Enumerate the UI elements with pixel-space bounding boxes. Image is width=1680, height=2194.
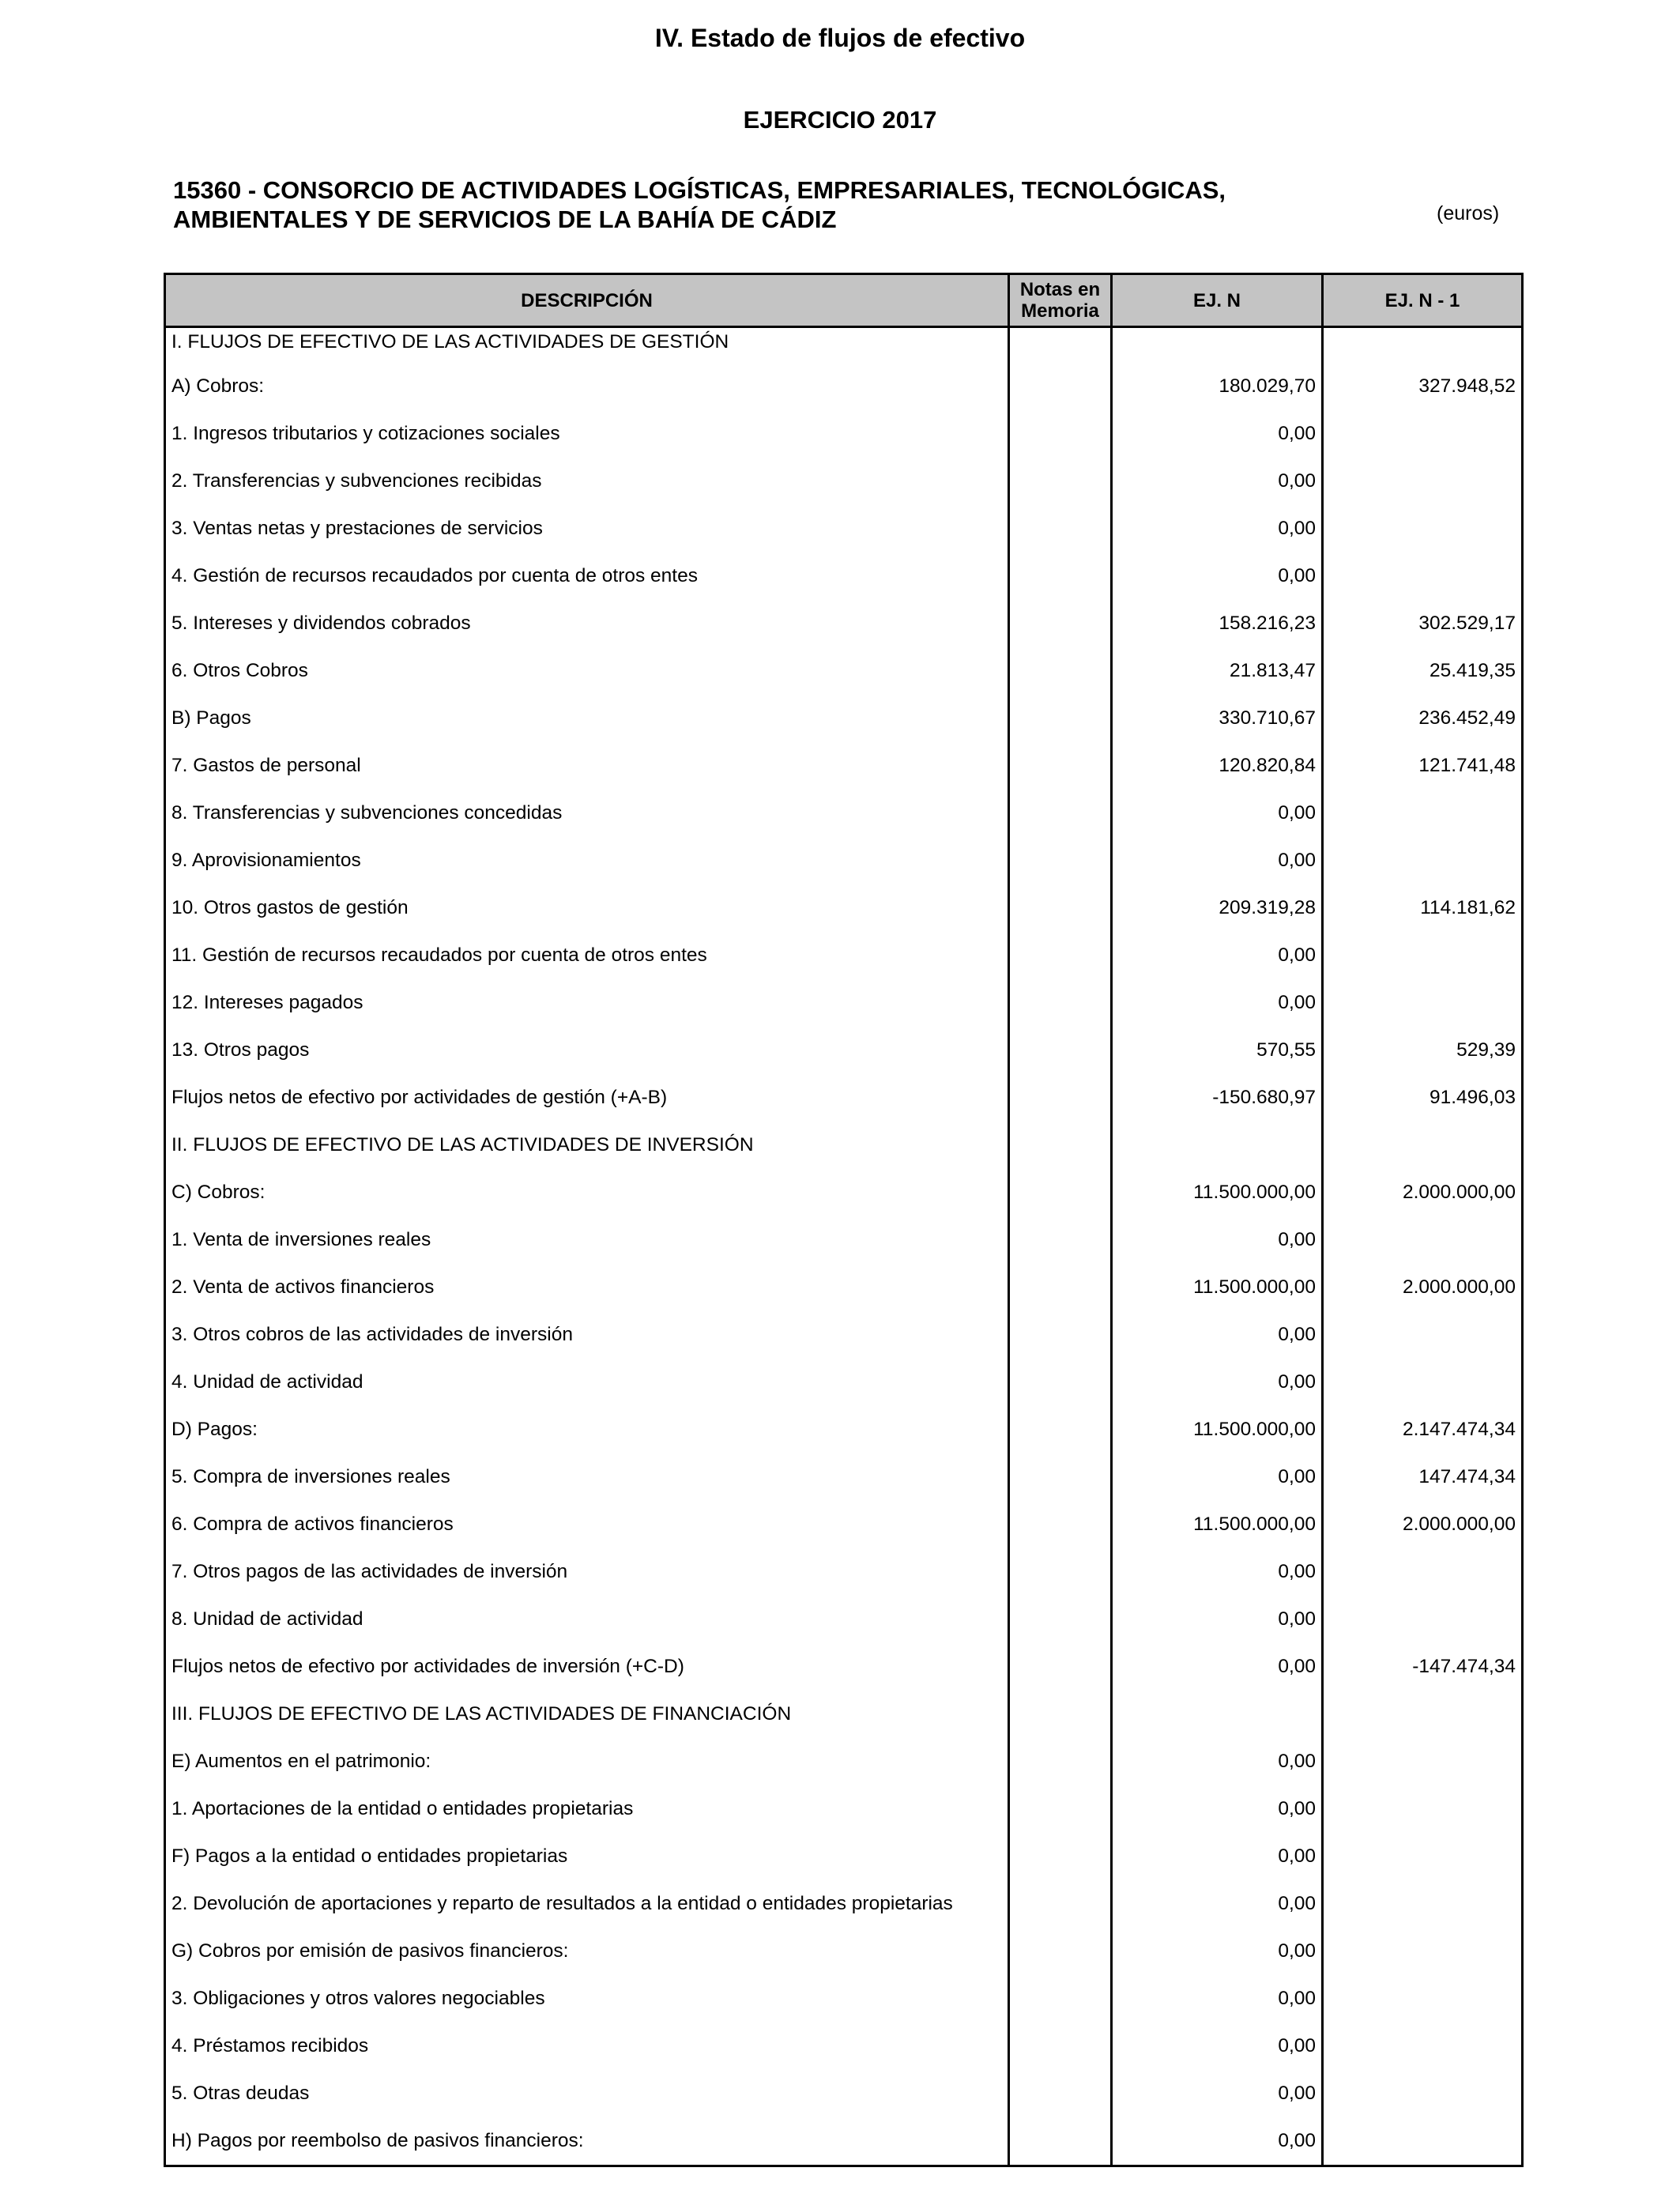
- row-notes: [1009, 742, 1112, 790]
- row-value-year-n: 0,00: [1112, 1311, 1323, 1359]
- table-row: [165, 505, 1523, 552]
- table-row: [165, 695, 1523, 742]
- row-notes: [1009, 932, 1112, 979]
- row-value-year-n: 11.500.000,00: [1112, 1501, 1323, 1548]
- row-description: 3. Otros cobros de las actividades de inversión: [165, 1311, 1009, 1359]
- row-value-year-n1: 302.529,17: [1323, 600, 1523, 647]
- entity-name: [173, 175, 1226, 234]
- row-description: D) Pagos:: [165, 1406, 1009, 1453]
- row-value-year-n: 0,00: [1112, 410, 1323, 458]
- row-value-year-n1: [1323, 2022, 1523, 2070]
- row-description: G) Cobros por emisión de pasivos financieros:: [165, 1928, 1009, 1975]
- row-description: 5. Otras deudas: [165, 2070, 1009, 2117]
- row-description: 13. Otros pagos: [165, 1027, 1009, 1074]
- row-description: 4. Unidad de actividad: [165, 1359, 1009, 1406]
- row-description: H) Pagos por reembolso de pasivos financieros:: [165, 2117, 1009, 2166]
- column-header-year-n1: EJ. N - 1: [1323, 274, 1523, 327]
- row-value-year-n1: [1323, 458, 1523, 505]
- row-description: 8. Unidad de actividad: [165, 1596, 1009, 1643]
- row-description: 11. Gestión de recursos recaudados por cuenta de otros entes: [165, 932, 1009, 979]
- row-description: 6. Otros Cobros: [165, 647, 1009, 695]
- row-description: E) Aumentos en el patrimonio:: [165, 1738, 1009, 1785]
- row-notes: [1009, 2022, 1112, 2070]
- row-value-year-n: [1112, 327, 1323, 364]
- row-notes: [1009, 647, 1112, 695]
- row-value-year-n: 120.820,84: [1112, 742, 1323, 790]
- row-value-year-n1: 147.474,34: [1323, 1453, 1523, 1501]
- table-row: [165, 1359, 1523, 1406]
- table-row: [165, 1169, 1523, 1216]
- table-row: [165, 2070, 1523, 2117]
- exercise-title: EJERCICIO 2017: [743, 106, 937, 134]
- row-value-year-n: 0,00: [1112, 552, 1323, 600]
- table-row: [165, 837, 1523, 884]
- table-body: [165, 327, 1523, 2166]
- row-value-year-n: 0,00: [1112, 1216, 1323, 1264]
- row-value-year-n1: [1323, 1311, 1523, 1359]
- row-notes: [1009, 458, 1112, 505]
- row-notes: [1009, 552, 1112, 600]
- row-value-year-n: 209.319,28: [1112, 884, 1323, 932]
- row-value-year-n1: [1323, 1928, 1523, 1975]
- row-value-year-n: 0,00: [1112, 1643, 1323, 1691]
- row-notes: [1009, 1406, 1112, 1453]
- row-value-year-n1: [1323, 2117, 1523, 2166]
- row-notes: [1009, 410, 1112, 458]
- row-notes: [1009, 363, 1112, 410]
- row-value-year-n: 0,00: [1112, 1738, 1323, 1785]
- row-description: III. FLUJOS DE EFECTIVO DE LAS ACTIVIDADES DE FINANCIACIÓN: [165, 1691, 1009, 1738]
- row-notes: [1009, 1169, 1112, 1216]
- row-value-year-n1: [1323, 410, 1523, 458]
- row-value-year-n1: 2.147.474,34: [1323, 1406, 1523, 1453]
- row-notes: [1009, 600, 1112, 647]
- table-row: [165, 1596, 1523, 1643]
- table-row: [165, 410, 1523, 458]
- row-notes: [1009, 1880, 1112, 1928]
- row-notes: [1009, 1027, 1112, 1074]
- row-value-year-n: [1112, 1122, 1323, 1169]
- row-value-year-n1: [1323, 1216, 1523, 1264]
- row-value-year-n: [1112, 1691, 1323, 1738]
- table-row: [165, 1880, 1523, 1928]
- table-row: [165, 932, 1523, 979]
- row-description: 4. Préstamos recibidos: [165, 2022, 1009, 2070]
- row-description: 12. Intereses pagados: [165, 979, 1009, 1027]
- row-notes: [1009, 1738, 1112, 1785]
- row-value-year-n1: [1323, 1880, 1523, 1928]
- row-value-year-n: 570,55: [1112, 1027, 1323, 1074]
- row-description: F) Pagos a la entidad o entidades propietarias: [165, 1833, 1009, 1880]
- row-notes: [1009, 1311, 1112, 1359]
- row-value-year-n1: [1323, 790, 1523, 837]
- table-row: [165, 790, 1523, 837]
- row-value-year-n: 0,00: [1112, 2022, 1323, 2070]
- table-row: [165, 552, 1523, 600]
- table-row: [165, 1074, 1523, 1122]
- row-value-year-n1: 529,39: [1323, 1027, 1523, 1074]
- row-description: 9. Aprovisionamientos: [165, 837, 1009, 884]
- table-row: [165, 1453, 1523, 1501]
- row-description: 5. Intereses y dividendos cobrados: [165, 600, 1009, 647]
- table-row: [165, 1975, 1523, 2022]
- cash-flow-table: [164, 273, 1524, 2167]
- row-notes: [1009, 2070, 1112, 2117]
- row-value-year-n1: [1323, 932, 1523, 979]
- row-value-year-n: 0,00: [1112, 1359, 1323, 1406]
- row-value-year-n1: 2.000.000,00: [1323, 1264, 1523, 1311]
- row-value-year-n: 0,00: [1112, 1833, 1323, 1880]
- row-notes: [1009, 1691, 1112, 1738]
- row-notes: [1009, 1596, 1112, 1643]
- table-row: [165, 979, 1523, 1027]
- row-value-year-n1: 2.000.000,00: [1323, 1169, 1523, 1216]
- table-row: [165, 458, 1523, 505]
- column-header-year-n: EJ. N: [1112, 274, 1323, 327]
- row-description: 3. Ventas netas y prestaciones de servicios: [165, 505, 1009, 552]
- row-value-year-n: 0,00: [1112, 837, 1323, 884]
- table-row: [165, 1122, 1523, 1169]
- row-value-year-n: 0,00: [1112, 458, 1323, 505]
- row-description: 5. Compra de inversiones reales: [165, 1453, 1009, 1501]
- row-value-year-n: 0,00: [1112, 790, 1323, 837]
- row-value-year-n: 180.029,70: [1112, 363, 1323, 410]
- row-notes: [1009, 1501, 1112, 1548]
- row-value-year-n1: 327.948,52: [1323, 363, 1523, 410]
- row-description: 2. Transferencias y subvenciones recibidas: [165, 458, 1009, 505]
- row-notes: [1009, 1074, 1112, 1122]
- row-value-year-n: 158.216,23: [1112, 600, 1323, 647]
- row-description: 1. Aportaciones de la entidad o entidades propietarias: [165, 1785, 1009, 1833]
- row-value-year-n1: [1323, 837, 1523, 884]
- row-notes: [1009, 837, 1112, 884]
- row-notes: [1009, 1359, 1112, 1406]
- row-description: 8. Transferencias y subvenciones concedidas: [165, 790, 1009, 837]
- row-value-year-n1: 91.496,03: [1323, 1074, 1523, 1122]
- row-value-year-n: 21.813,47: [1112, 647, 1323, 695]
- row-description: II. FLUJOS DE EFECTIVO DE LAS ACTIVIDADES DE INVERSIÓN: [165, 1122, 1009, 1169]
- row-value-year-n1: [1323, 1359, 1523, 1406]
- table-row: [165, 1785, 1523, 1833]
- table-row: [165, 1643, 1523, 1691]
- row-value-year-n1: [1323, 1122, 1523, 1169]
- row-notes: [1009, 1122, 1112, 1169]
- row-value-year-n: 11.500.000,00: [1112, 1169, 1323, 1216]
- row-value-year-n1: [1323, 1548, 1523, 1596]
- row-value-year-n: 0,00: [1112, 932, 1323, 979]
- section-title: IV. Estado de flujos de efectivo: [654, 24, 1026, 52]
- row-value-year-n: 0,00: [1112, 2117, 1323, 2166]
- table-row: [165, 2022, 1523, 2070]
- table-row: [165, 327, 1523, 364]
- row-description: 2. Devolución de aportaciones y reparto de resultados a la entidad o entidades propietarias: [165, 1880, 1009, 1928]
- row-value-year-n: 0,00: [1112, 1880, 1323, 1928]
- row-description: I. FLUJOS DE EFECTIVO DE LAS ACTIVIDADES DE GESTIÓN: [165, 327, 1009, 364]
- row-value-year-n1: [1323, 2070, 1523, 2117]
- column-header-notes: [1009, 274, 1112, 327]
- row-notes: [1009, 1216, 1112, 1264]
- row-notes: [1009, 790, 1112, 837]
- row-description: 1. Ingresos tributarios y cotizaciones sociales: [165, 410, 1009, 458]
- row-value-year-n: 0,00: [1112, 1453, 1323, 1501]
- row-description: 2. Venta de activos financieros: [165, 1264, 1009, 1311]
- row-value-year-n: 0,00: [1112, 1928, 1323, 1975]
- table-row: [165, 1833, 1523, 1880]
- row-value-year-n: 0,00: [1112, 1596, 1323, 1643]
- row-value-year-n1: -147.474,34: [1323, 1643, 1523, 1691]
- table-row: [165, 742, 1523, 790]
- table-row: [165, 2117, 1523, 2166]
- entity-name-line-1: 15360 - CONSORCIO DE ACTIVIDADES LOGÍSTICAS, EMPRESARIALES, TECNOLÓGICAS,: [173, 176, 1226, 204]
- row-notes: [1009, 1928, 1112, 1975]
- table-row: [165, 1691, 1523, 1738]
- row-description: 3. Obligaciones y otros valores negociables: [165, 1975, 1009, 2022]
- row-value-year-n1: [1323, 1596, 1523, 1643]
- row-value-year-n: 0,00: [1112, 1548, 1323, 1596]
- row-value-year-n1: [1323, 1833, 1523, 1880]
- table-header-row: [165, 274, 1523, 327]
- row-value-year-n1: [1323, 1975, 1523, 2022]
- table-row: [165, 1264, 1523, 1311]
- table-row: [165, 1406, 1523, 1453]
- row-value-year-n: 330.710,67: [1112, 695, 1323, 742]
- row-value-year-n: 0,00: [1112, 505, 1323, 552]
- table-row: [165, 600, 1523, 647]
- row-value-year-n1: [1323, 1691, 1523, 1738]
- row-description: Flujos netos de efectivo por actividades de gestión (+A-B): [165, 1074, 1009, 1122]
- row-notes: [1009, 1975, 1112, 2022]
- row-value-year-n1: [1323, 1785, 1523, 1833]
- row-value-year-n1: 114.181,62: [1323, 884, 1523, 932]
- column-header-notes-line-1: Notas en: [1019, 279, 1101, 300]
- row-value-year-n1: [1323, 552, 1523, 600]
- row-value-year-n: 0,00: [1112, 1975, 1323, 2022]
- row-notes: [1009, 1264, 1112, 1311]
- entity-name-line-2: AMBIENTALES Y DE SERVICIOS DE LA BAHÍA DE CÁDIZ: [173, 205, 837, 233]
- row-description: 7. Gastos de personal: [165, 742, 1009, 790]
- row-value-year-n1: 236.452,49: [1323, 695, 1523, 742]
- row-value-year-n: 0,00: [1112, 979, 1323, 1027]
- row-description: 7. Otros pagos de las actividades de inversión: [165, 1548, 1009, 1596]
- row-value-year-n: 11.500.000,00: [1112, 1264, 1323, 1311]
- row-value-year-n: 11.500.000,00: [1112, 1406, 1323, 1453]
- row-notes: [1009, 327, 1112, 364]
- table-row: [165, 1216, 1523, 1264]
- table-row: [165, 1548, 1523, 1596]
- currency-units: (euros): [1437, 202, 1500, 224]
- row-description: B) Pagos: [165, 695, 1009, 742]
- table-row: [165, 1501, 1523, 1548]
- row-value-year-n: 0,00: [1112, 2070, 1323, 2117]
- row-description: 1. Venta de inversiones reales: [165, 1216, 1009, 1264]
- row-notes: [1009, 979, 1112, 1027]
- table-row: [165, 647, 1523, 695]
- row-description: Flujos netos de efectivo por actividades de inversión (+C-D): [165, 1643, 1009, 1691]
- row-notes: [1009, 695, 1112, 742]
- table-row: [165, 1928, 1523, 1975]
- table-row: [165, 363, 1523, 410]
- row-value-year-n1: 25.419,35: [1323, 647, 1523, 695]
- row-notes: [1009, 1785, 1112, 1833]
- column-header-notes-line-2: Memoria: [1021, 300, 1099, 322]
- row-value-year-n1: 121.741,48: [1323, 742, 1523, 790]
- row-description: 6. Compra de activos financieros: [165, 1501, 1009, 1548]
- row-value-year-n1: 2.000.000,00: [1323, 1501, 1523, 1548]
- row-value-year-n1: [1323, 1738, 1523, 1785]
- column-header-description: DESCRIPCIÓN: [165, 274, 1009, 327]
- row-notes: [1009, 2117, 1112, 2166]
- row-notes: [1009, 1643, 1112, 1691]
- row-value-year-n1: [1323, 505, 1523, 552]
- row-value-year-n: -150.680,97: [1112, 1074, 1323, 1122]
- row-description: C) Cobros:: [165, 1169, 1009, 1216]
- table-row: [165, 1027, 1523, 1074]
- table-row: [165, 1738, 1523, 1785]
- row-notes: [1009, 1548, 1112, 1596]
- row-notes: [1009, 884, 1112, 932]
- row-notes: [1009, 1453, 1112, 1501]
- table-row: [165, 884, 1523, 932]
- table-row: [165, 1311, 1523, 1359]
- row-value-year-n: 0,00: [1112, 1785, 1323, 1833]
- row-description: 10. Otros gastos de gestión: [165, 884, 1009, 932]
- row-value-year-n1: [1323, 327, 1523, 364]
- row-notes: [1009, 1833, 1112, 1880]
- row-notes: [1009, 505, 1112, 552]
- row-description: A) Cobros:: [165, 363, 1009, 410]
- row-description: 4. Gestión de recursos recaudados por cuenta de otros entes: [165, 552, 1009, 600]
- row-value-year-n1: [1323, 979, 1523, 1027]
